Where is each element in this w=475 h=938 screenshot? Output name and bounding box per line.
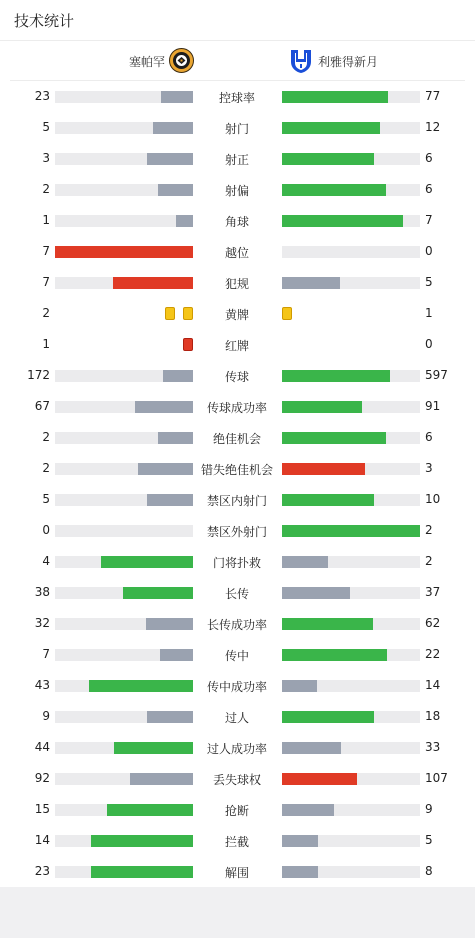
home-stat-bar-fill <box>158 432 193 444</box>
away-stat-value: 37 <box>425 585 441 599</box>
stat-row <box>0 763 475 794</box>
stat-row <box>0 267 475 298</box>
home-stat-bar-track <box>55 184 193 196</box>
home-stat-bar-track <box>55 432 193 444</box>
stat-label: 长传 <box>224 587 249 601</box>
stat-label: 传中成功率 <box>206 680 267 694</box>
away-stat-bar-track <box>282 122 420 134</box>
away-stat-value: 91 <box>425 399 441 413</box>
away-stat-value: 77 <box>425 89 441 103</box>
away-stat-bar-fill <box>282 370 390 382</box>
away-stat-value: 7 <box>425 213 433 227</box>
away-stat-bar-track <box>282 587 420 599</box>
home-stat-bar-fill <box>147 494 193 506</box>
home-stat-value: 7 <box>42 275 50 289</box>
home-stat-value: 5 <box>42 120 50 134</box>
home-cards <box>183 338 193 351</box>
away-stat-bar-track <box>282 494 420 506</box>
home-stat-bar-fill <box>147 711 193 723</box>
home-stat-bar-fill <box>176 215 193 227</box>
home-stat-bar-track <box>55 370 193 382</box>
away-stat-bar-track <box>282 618 420 630</box>
away-stat-value: 8 <box>425 864 433 878</box>
home-stat-value: 2 <box>42 430 50 444</box>
home-stat-bar-track <box>55 91 193 103</box>
home-stat-value: 2 <box>42 306 50 320</box>
away-team-name[interactable]: 利雅得新月 <box>318 55 379 69</box>
away-stat-bar-track <box>282 742 420 754</box>
home-stat-bar-track <box>55 618 193 630</box>
away-stat-bar-track <box>282 277 420 289</box>
home-stat-bar-track <box>55 401 193 413</box>
away-stat-bar-track <box>282 866 420 878</box>
away-stat-bar-fill <box>282 835 318 847</box>
stat-label: 过人成功率 <box>206 742 267 756</box>
stat-label: 黄牌 <box>224 308 249 322</box>
stat-row <box>0 236 475 267</box>
stat-row <box>0 143 475 174</box>
away-stat-bar-fill <box>282 618 373 630</box>
away-stat-value: 5 <box>425 833 433 847</box>
away-stat-value: 0 <box>425 337 433 351</box>
away-stat-bar-fill <box>282 866 318 878</box>
stat-row <box>0 391 475 422</box>
away-stat-value: 6 <box>425 182 433 196</box>
away-stat-value: 10 <box>425 492 441 506</box>
away-stat-bar-fill <box>282 587 350 599</box>
away-stat-bar-fill <box>282 649 387 661</box>
away-stat-bar-fill <box>282 494 374 506</box>
home-stat-bar-fill <box>147 153 193 165</box>
home-stat-bar-track <box>55 866 193 878</box>
section-title: 技术统计 <box>14 12 75 30</box>
yellow-card-icon <box>183 307 193 320</box>
stat-row <box>0 856 475 887</box>
stat-label: 禁区内射门 <box>206 494 267 508</box>
stat-label: 传球成功率 <box>206 401 267 415</box>
away-stat-value: 18 <box>425 709 441 723</box>
home-stat-value: 92 <box>34 771 50 785</box>
away-stat-bar-fill <box>282 432 386 444</box>
away-stat-value: 6 <box>425 151 433 165</box>
away-stat-bar-fill <box>282 215 403 227</box>
home-stat-bar-track <box>55 463 193 475</box>
away-stat-value: 3 <box>425 461 433 475</box>
away-stat-bar-fill <box>282 463 365 475</box>
home-stat-bar-fill <box>89 680 193 692</box>
away-stat-bar-fill <box>282 773 357 785</box>
home-stat-bar-fill <box>138 463 193 475</box>
stat-row <box>0 701 475 732</box>
away-stat-bar-track <box>282 773 420 785</box>
stat-label: 丢失球权 <box>212 773 261 787</box>
home-stat-bar-fill <box>91 866 193 878</box>
stat-label: 红牌 <box>224 339 249 353</box>
away-stat-value: 2 <box>425 554 433 568</box>
home-stat-value: 7 <box>42 244 50 258</box>
stat-row <box>0 329 475 360</box>
stat-row <box>0 360 475 391</box>
home-stat-bar-track <box>55 246 193 258</box>
home-stat-bar-track <box>55 773 193 785</box>
away-stat-bar-fill <box>282 122 380 134</box>
away-stat-value: 107 <box>425 771 448 785</box>
away-stat-bar-track <box>282 835 420 847</box>
home-stat-value: 2 <box>42 182 50 196</box>
home-stat-bar-fill <box>135 401 193 413</box>
stat-label: 抢断 <box>224 804 249 818</box>
away-stat-bar-fill <box>282 680 317 692</box>
home-stat-bar-track <box>55 742 193 754</box>
sepahan-crest-icon[interactable] <box>169 48 194 73</box>
home-stat-value: 172 <box>27 368 50 382</box>
away-stat-bar-track <box>282 432 420 444</box>
away-stat-value: 597 <box>425 368 448 382</box>
away-stat-bar-track <box>282 711 420 723</box>
teams-header <box>0 42 475 80</box>
stat-label: 传球 <box>224 370 249 384</box>
home-stat-bar-fill <box>161 91 193 103</box>
away-stat-bar-track <box>282 153 420 165</box>
home-stat-bar-fill <box>163 370 193 382</box>
stat-label: 解围 <box>224 866 249 880</box>
away-stat-bar-track <box>282 91 420 103</box>
home-stat-bar-track <box>55 649 193 661</box>
home-stat-bar-fill <box>113 277 193 289</box>
home-stat-bar-track <box>55 494 193 506</box>
stat-label: 绝佳机会 <box>212 432 261 446</box>
away-stat-value: 9 <box>425 802 433 816</box>
stat-label: 角球 <box>224 215 249 229</box>
away-stat-bar-track <box>282 556 420 568</box>
home-stat-value: 38 <box>34 585 50 599</box>
away-stat-bar-fill <box>282 91 388 103</box>
home-stat-bar-track <box>55 711 193 723</box>
home-stat-value: 23 <box>34 864 50 878</box>
away-stat-bar-track <box>282 215 420 227</box>
home-stat-bar-track <box>55 525 193 537</box>
away-stat-bar-track <box>282 370 420 382</box>
stat-label: 控球率 <box>218 91 255 105</box>
home-stat-value: 32 <box>34 616 50 630</box>
home-stat-value: 15 <box>34 802 50 816</box>
home-stat-value: 67 <box>34 399 50 413</box>
stat-row <box>0 577 475 608</box>
home-stat-value: 5 <box>42 492 50 506</box>
al-hilal-crest-icon[interactable] <box>289 48 313 74</box>
red-card-icon <box>183 338 193 351</box>
away-stat-value: 62 <box>425 616 441 630</box>
stat-label: 犯规 <box>224 277 249 291</box>
stat-row <box>0 515 475 546</box>
stat-row <box>0 205 475 236</box>
away-stat-bar-fill <box>282 277 340 289</box>
stat-label: 错失绝佳机会 <box>200 463 273 477</box>
away-stat-value: 22 <box>425 647 441 661</box>
stat-label: 传中 <box>224 649 249 663</box>
away-stat-bar-fill <box>282 742 341 754</box>
stat-label: 射正 <box>224 153 249 167</box>
stat-label: 过人 <box>224 711 249 725</box>
away-stat-value: 0 <box>425 244 433 258</box>
home-stat-bar-track <box>55 277 193 289</box>
away-stat-bar-fill <box>282 556 328 568</box>
home-stat-bar-track <box>55 122 193 134</box>
home-team-name[interactable]: 塞帕罕 <box>128 55 165 69</box>
away-stat-value: 6 <box>425 430 433 444</box>
home-cards <box>165 307 193 320</box>
home-stat-bar-fill <box>91 835 193 847</box>
home-stat-value: 7 <box>42 647 50 661</box>
stat-label: 长传成功率 <box>206 618 267 632</box>
stat-row <box>0 794 475 825</box>
home-stat-bar-track <box>55 680 193 692</box>
away-stat-bar-track <box>282 401 420 413</box>
home-stat-value: 0 <box>42 523 50 537</box>
away-stat-bar-fill <box>282 401 362 413</box>
home-stat-value: 1 <box>42 213 50 227</box>
home-stat-value: 44 <box>34 740 50 754</box>
stat-row <box>0 453 475 484</box>
home-stat-bar-fill <box>153 122 193 134</box>
stat-row <box>0 174 475 205</box>
away-stat-value: 1 <box>425 306 433 320</box>
home-stat-value: 9 <box>42 709 50 723</box>
away-stat-value: 2 <box>425 523 433 537</box>
away-stat-bar-track <box>282 649 420 661</box>
away-cards <box>282 307 292 320</box>
yellow-card-icon <box>282 307 292 320</box>
home-stat-bar-track <box>55 556 193 568</box>
stat-row <box>0 546 475 577</box>
stat-row <box>0 484 475 515</box>
away-stat-value: 14 <box>425 678 441 692</box>
stat-row <box>0 112 475 143</box>
home-stat-value: 43 <box>34 678 50 692</box>
home-stat-value: 23 <box>34 89 50 103</box>
home-stat-value: 4 <box>42 554 50 568</box>
home-stat-value: 2 <box>42 461 50 475</box>
away-stat-bar-track <box>282 184 420 196</box>
away-stat-bar-track <box>282 246 420 258</box>
stat-label: 射门 <box>224 122 249 136</box>
stat-row <box>0 825 475 856</box>
stat-row <box>0 81 475 112</box>
away-stat-bar-fill <box>282 711 374 723</box>
stat-label: 越位 <box>224 246 249 260</box>
stat-row <box>0 298 475 329</box>
home-stat-value: 14 <box>34 833 50 847</box>
stat-row <box>0 670 475 701</box>
away-stat-bar-track <box>282 680 420 692</box>
home-stat-bar-track <box>55 215 193 227</box>
home-stat-bar-fill <box>101 556 193 568</box>
yellow-card-icon <box>165 307 175 320</box>
home-stat-value: 3 <box>42 151 50 165</box>
away-stat-bar-fill <box>282 184 386 196</box>
away-stat-bar-fill <box>282 153 374 165</box>
away-stat-bar-fill <box>282 525 420 537</box>
home-stat-bar-fill <box>146 618 193 630</box>
stat-label: 门将扑救 <box>212 556 261 570</box>
away-stat-value: 33 <box>425 740 441 754</box>
stat-row <box>0 639 475 670</box>
stat-label: 射偏 <box>224 184 249 198</box>
away-stat-bar-track <box>282 463 420 475</box>
home-stat-bar-fill <box>55 246 193 258</box>
away-stat-value: 5 <box>425 275 433 289</box>
stat-row <box>0 732 475 763</box>
home-stat-bar-track <box>55 587 193 599</box>
home-stat-bar-track <box>55 153 193 165</box>
stat-label: 拦截 <box>224 835 249 849</box>
home-stat-bar-fill <box>158 184 193 196</box>
home-stat-value: 1 <box>42 337 50 351</box>
away-stat-value: 12 <box>425 120 441 134</box>
home-stat-bar-fill <box>160 649 193 661</box>
home-stat-bar-track <box>55 804 193 816</box>
home-stat-bar-track <box>55 835 193 847</box>
home-stat-bar-fill <box>114 742 193 754</box>
divider <box>0 40 475 41</box>
away-stat-bar-track <box>282 804 420 816</box>
home-stat-bar-fill <box>130 773 193 785</box>
home-stat-bar-fill <box>107 804 193 816</box>
stat-row <box>0 422 475 453</box>
away-stat-bar-track <box>282 525 420 537</box>
home-stat-bar-fill <box>123 587 193 599</box>
away-stat-bar-fill <box>282 804 334 816</box>
stat-label: 禁区外射门 <box>206 525 267 539</box>
stat-row <box>0 608 475 639</box>
